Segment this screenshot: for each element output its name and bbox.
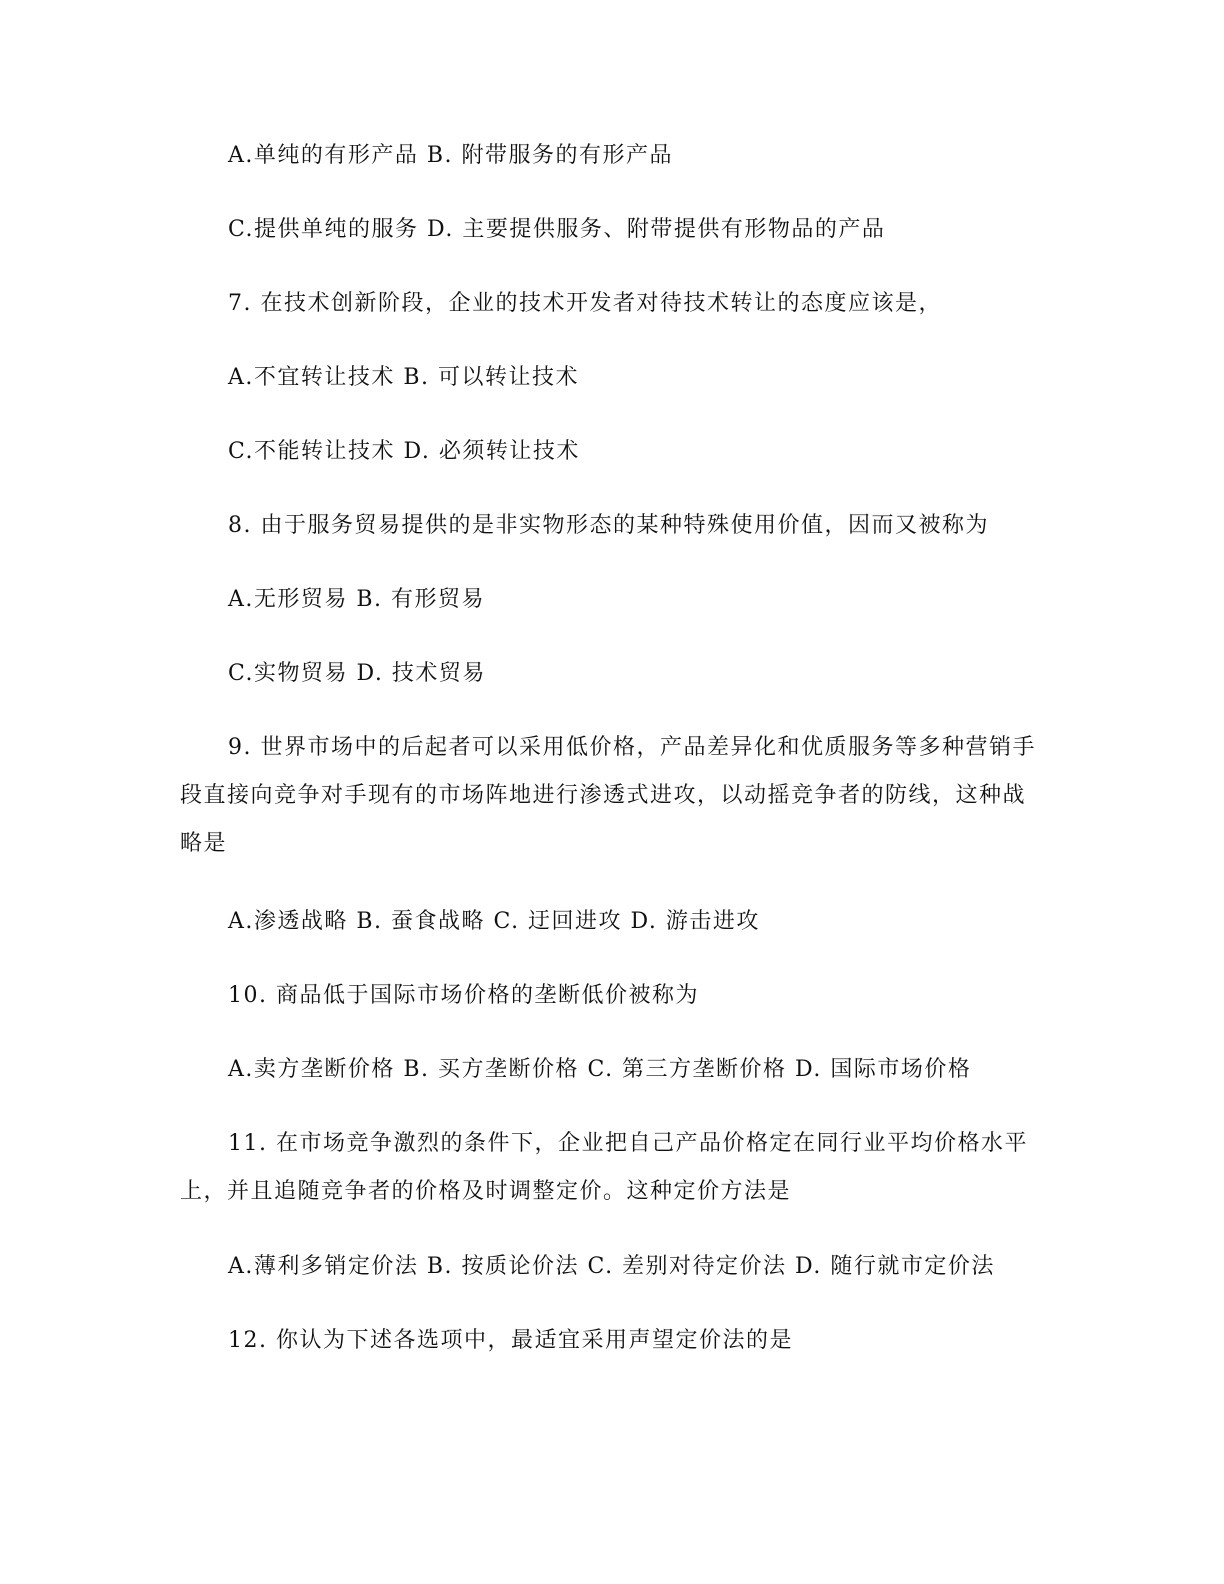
option-line: A.薄利多销定价法 B. 按质论价法 C. 差别对待定价法 D. 随行就市定价法 xyxy=(228,1254,995,1279)
question-line: 7. 在技术创新阶段，企业的技术开发者对待技术转让的态度应该是， xyxy=(228,291,942,316)
option-line: C.提供单纯的服务 D. 主要提供服务、附带提供有形物品的产品 xyxy=(228,217,886,242)
option-line: A.卖方垄断价格 B. 买方垄断价格 C. 第三方垄断价格 D. 国际市场价格 xyxy=(228,1057,972,1082)
question-line: 10. 商品低于国际市场价格的垄断低价被称为 xyxy=(228,983,699,1008)
question-line: 12. 你认为下述各选项中，最适宜采用声望定价法的是 xyxy=(228,1328,793,1353)
option-line: A.无形贸易 B. 有形贸易 xyxy=(228,587,486,612)
option-line: A.单纯的有形产品 B. 附带服务的有形产品 xyxy=(228,143,674,168)
option-line: C.不能转让技术 D. 必须转让技术 xyxy=(228,439,580,464)
question-line: 8. 由于服务贸易提供的是非实物形态的某种特殊使用价值，因而又被称为 xyxy=(228,513,989,538)
option-line: C.实物贸易 D. 技术贸易 xyxy=(228,661,486,686)
option-line: A.渗透战略 B. 蚕食战略 C. 迂回进攻 D. 游击进攻 xyxy=(228,909,760,934)
question-paragraph: 9. 世界市场中的后起者可以采用低价格，产品差异化和优质服务等多种营销手段直接向竞争对手现有的市场阵地进行渗透式进攻，以动摇竞争者的防线，这种战略是 xyxy=(180,735,1036,856)
option-line: A.不宜转让技术 B. 可以转让技术 xyxy=(228,365,580,390)
question-paragraph: 11. 在市场竞争激烈的条件下，企业把自己产品价格定在同行业平均价格水平上，并且追随竞争者的价格及时调整定价。这种定价方法是 xyxy=(180,1131,1028,1204)
